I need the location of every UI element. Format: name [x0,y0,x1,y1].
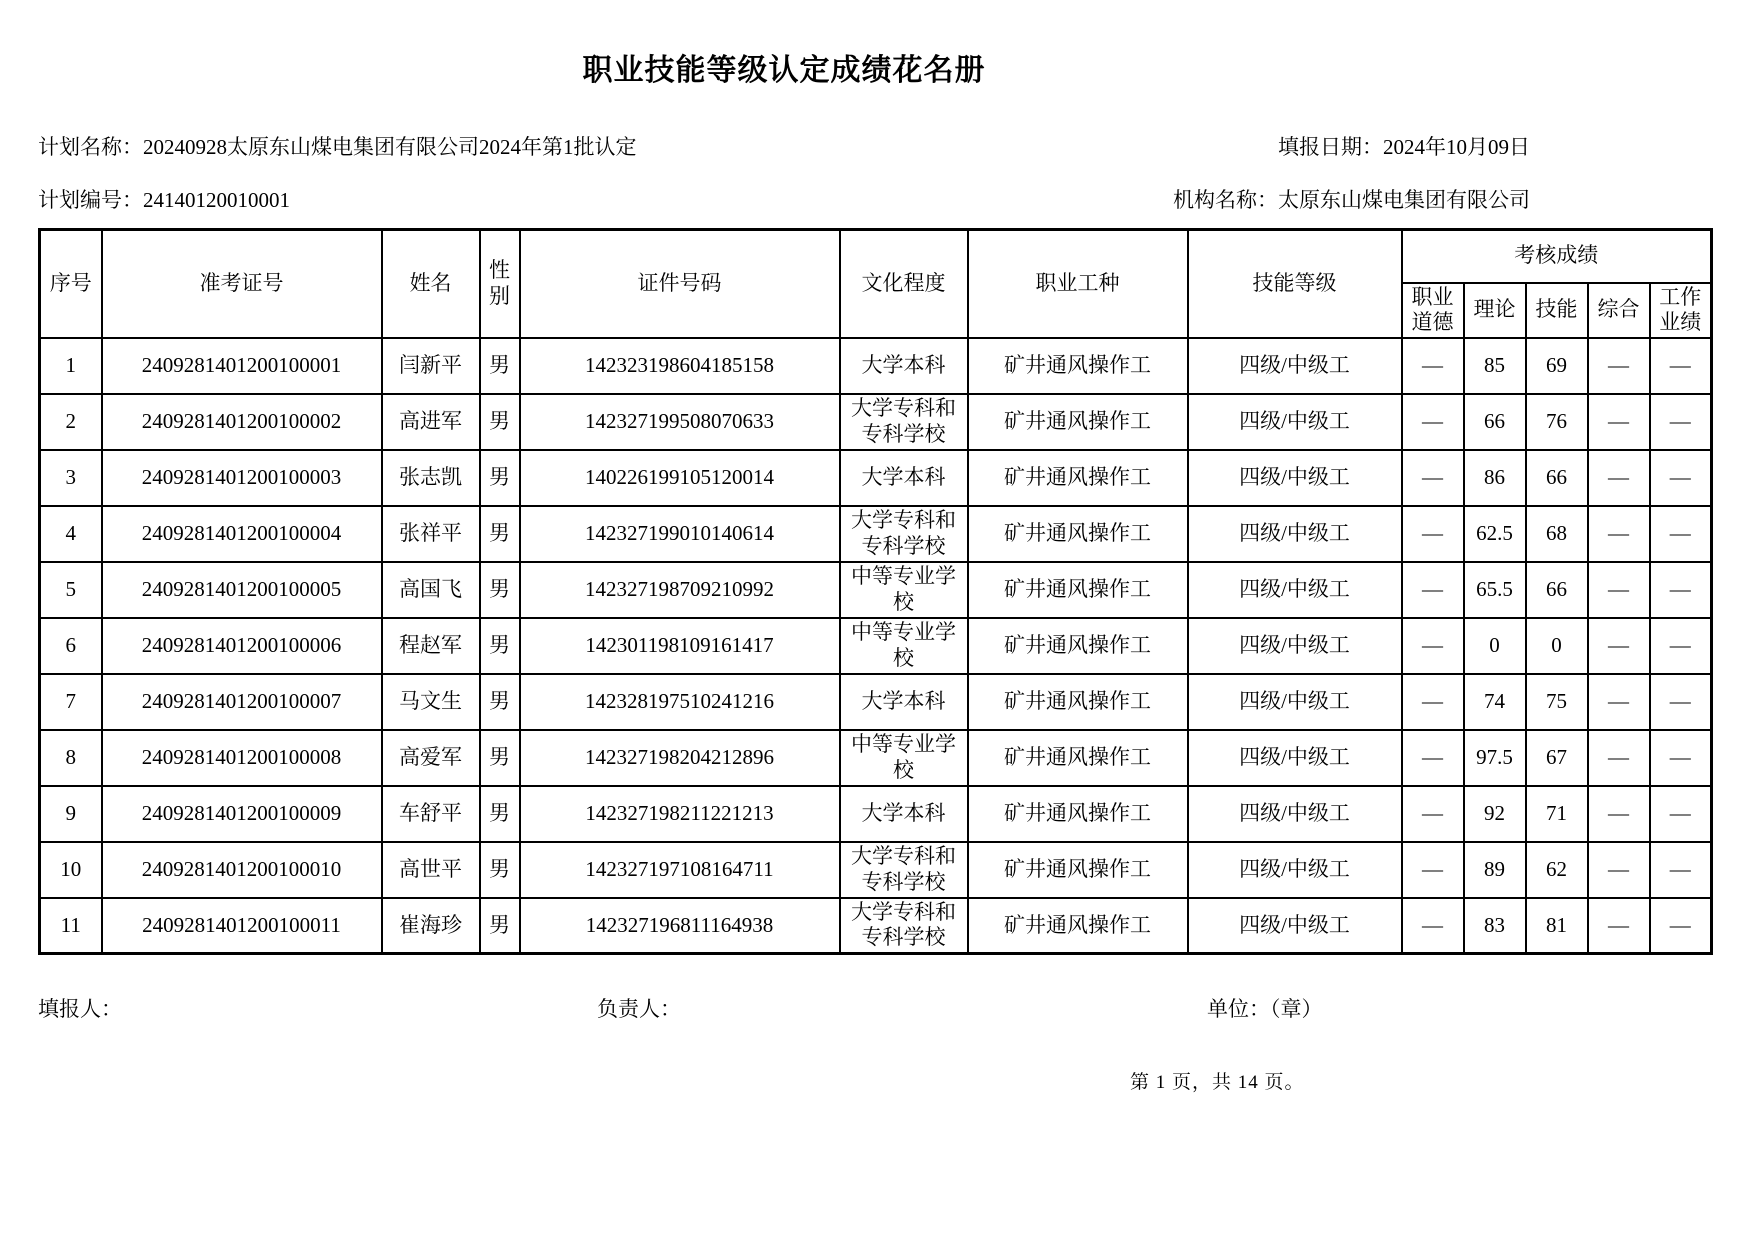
cell-gender: 男 [480,618,520,674]
cell-exam-no: 2409281401200100010 [102,842,382,898]
cell-exam-no: 2409281401200100011 [102,898,382,954]
cell-gender: 男 [480,786,520,842]
cell-score-skill: 76 [1526,394,1588,450]
cell-score-skill: 62 [1526,842,1588,898]
cell-id-no: 142301198109161417 [520,618,840,674]
table-row [40,618,1712,674]
cell-score-work: — [1650,786,1712,842]
cell-skill-level: 四级/中级工 [1188,898,1402,954]
cell-score-skill: 66 [1526,562,1588,618]
cell-occupation: 矿井通风操作工 [968,786,1188,842]
cell-occupation: 矿井通风操作工 [968,338,1188,394]
cell-score-theory: 92 [1464,786,1526,842]
cell-score-work: — [1650,450,1712,506]
cell-skill-level: 四级/中级工 [1188,450,1402,506]
cell-score-skill: 71 [1526,786,1588,842]
cell-education: 大学本科 [840,338,968,394]
cell-score-morality: — [1402,898,1464,954]
cell-seq: 2 [40,394,102,450]
cell-education: 中等专业学校 [840,618,968,674]
cell-education: 中等专业学校 [840,730,968,786]
cell-score-work: — [1650,674,1712,730]
cell-score-comprehensive: — [1588,394,1650,450]
roster-table-head [40,230,1712,338]
cell-score-skill: 66 [1526,450,1588,506]
cell-score-work: — [1650,842,1712,898]
cell-score-morality: — [1402,618,1464,674]
cell-education: 大学本科 [840,786,968,842]
roster-table [38,228,1713,955]
cell-occupation: 矿井通风操作工 [968,450,1188,506]
col-header-id-no: 证件号码 [520,230,840,338]
report-date-label: 填报日期： [1278,135,1383,159]
cell-education: 大学本科 [840,450,968,506]
org-name-field [1173,187,1530,214]
plan-name-field [38,134,637,161]
cell-score-skill: 75 [1526,674,1588,730]
report-date-field [1278,134,1530,161]
cell-exam-no: 2409281401200100009 [102,786,382,842]
cell-score-comprehensive: — [1588,786,1650,842]
cell-score-skill: 67 [1526,730,1588,786]
cell-id-no: 142328197510241216 [520,674,840,730]
cell-score-comprehensive: — [1588,674,1650,730]
cell-score-comprehensive: — [1588,898,1650,954]
cell-score-comprehensive: — [1588,730,1650,786]
col-header-score-skill: 技能 [1526,283,1588,338]
plan-code-value: 24140120010001 [143,188,290,212]
table-row [40,898,1712,954]
cell-score-theory: 66 [1464,394,1526,450]
col-header-education: 文化程度 [840,230,968,338]
cell-name: 高世平 [382,842,480,898]
cell-gender: 男 [480,842,520,898]
cell-name: 高国飞 [382,562,480,618]
plan-code-field [38,187,290,214]
manager-label: 负责人： [597,997,681,1022]
col-header-score-morality: 职业道德 [1402,283,1464,338]
cell-exam-no: 2409281401200100001 [102,338,382,394]
cell-score-morality: — [1402,506,1464,562]
cell-gender: 男 [480,898,520,954]
plan-name-value: 20240928太原东山煤电集团有限公司2024年第1批认定 [143,135,637,159]
col-header-occupation: 职业工种 [968,230,1188,338]
cell-gender: 男 [480,562,520,618]
cell-id-no: 142327198709210992 [520,562,840,618]
cell-score-skill: 0 [1526,618,1588,674]
cell-score-comprehensive: — [1588,562,1650,618]
cell-score-skill: 69 [1526,338,1588,394]
cell-score-work: — [1650,506,1712,562]
cell-score-theory: 86 [1464,450,1526,506]
cell-gender: 男 [480,450,520,506]
cell-skill-level: 四级/中级工 [1188,562,1402,618]
cell-score-morality: — [1402,730,1464,786]
cell-id-no: 142327199508070633 [520,394,840,450]
cell-id-no: 142327198204212896 [520,730,840,786]
cell-name: 闫新平 [382,338,480,394]
cell-id-no: 142323198604185158 [520,338,840,394]
cell-id-no: 140226199105120014 [520,450,840,506]
cell-score-theory: 74 [1464,674,1526,730]
header-row-main [40,230,1712,283]
cell-seq: 11 [40,898,102,954]
table-row [40,338,1712,394]
cell-score-theory: 83 [1464,898,1526,954]
page-title: 职业技能等级认定成绩花名册 [582,54,986,87]
cell-score-theory: 85 [1464,338,1526,394]
cell-education: 大学专科和专科学校 [840,842,968,898]
cell-name: 高进军 [382,394,480,450]
cell-score-comprehensive: — [1588,842,1650,898]
document-header [38,52,1530,214]
table-row [40,674,1712,730]
cell-skill-level: 四级/中级工 [1188,618,1402,674]
table-row [40,506,1712,562]
col-header-exam-no: 准考证号 [102,230,382,338]
cell-exam-no: 2409281401200100002 [102,394,382,450]
cell-education: 大学本科 [840,674,968,730]
col-header-score-comprehensive: 综合 [1588,283,1650,338]
cell-skill-level: 四级/中级工 [1188,842,1402,898]
cell-score-work: — [1650,898,1712,954]
plan-code-label: 计划编号： [38,188,143,212]
meta-row-1 [38,134,1530,161]
cell-seq: 3 [40,450,102,506]
cell-exam-no: 2409281401200100004 [102,506,382,562]
col-header-skill-level: 技能等级 [1188,230,1402,338]
cell-exam-no: 2409281401200100007 [102,674,382,730]
cell-score-morality: — [1402,394,1464,450]
cell-exam-no: 2409281401200100005 [102,562,382,618]
cell-score-theory: 62.5 [1464,506,1526,562]
org-name-value: 太原东山煤电集团有限公司 [1278,188,1530,212]
cell-name: 张志凯 [382,450,480,506]
cell-score-skill: 81 [1526,898,1588,954]
cell-education: 大学专科和专科学校 [840,394,968,450]
cell-id-no: 142327197108164711 [520,842,840,898]
cell-score-morality: — [1402,786,1464,842]
cell-seq: 9 [40,786,102,842]
cell-gender: 男 [480,338,520,394]
cell-name: 马文生 [382,674,480,730]
cell-score-work: — [1650,338,1712,394]
cell-score-morality: — [1402,842,1464,898]
cell-seq: 10 [40,842,102,898]
cell-score-morality: — [1402,562,1464,618]
cell-name: 张祥平 [382,506,480,562]
cell-score-skill: 68 [1526,506,1588,562]
cell-name: 崔海珍 [382,898,480,954]
cell-score-theory: 97.5 [1464,730,1526,786]
cell-score-work: — [1650,618,1712,674]
cell-score-morality: — [1402,338,1464,394]
report-date-value: 2024年10月09日 [1383,135,1530,159]
cell-seq: 8 [40,730,102,786]
table-row [40,450,1712,506]
table-row [40,786,1712,842]
roster-table-body [40,338,1712,954]
cell-occupation: 矿井通风操作工 [968,898,1188,954]
cell-occupation: 矿井通风操作工 [968,674,1188,730]
col-header-name: 姓名 [382,230,480,338]
plan-name-label: 计划名称： [38,135,143,159]
cell-education: 大学专科和专科学校 [840,898,968,954]
cell-exam-no: 2409281401200100006 [102,618,382,674]
cell-score-morality: — [1402,674,1464,730]
cell-exam-no: 2409281401200100003 [102,450,382,506]
cell-exam-no: 2409281401200100008 [102,730,382,786]
cell-occupation: 矿井通风操作工 [968,506,1188,562]
cell-seq: 7 [40,674,102,730]
cell-name: 程赵军 [382,618,480,674]
cell-occupation: 矿井通风操作工 [968,562,1188,618]
cell-id-no: 142327199010140614 [520,506,840,562]
cell-score-comprehensive: — [1588,618,1650,674]
signature-row [38,993,1530,1021]
table-row [40,562,1712,618]
filler-label: 填报人： [38,997,122,1022]
cell-gender: 男 [480,730,520,786]
cell-score-theory: 0 [1464,618,1526,674]
cell-score-work: — [1650,730,1712,786]
cell-seq: 1 [40,338,102,394]
cell-seq: 4 [40,506,102,562]
cell-id-no: 142327196811164938 [520,898,840,954]
col-header-score-theory: 理论 [1464,283,1526,338]
cell-gender: 男 [480,506,520,562]
col-header-score-group: 考核成绩 [1402,230,1712,283]
col-header-gender: 性别 [480,230,520,338]
cell-score-comprehensive: — [1588,338,1650,394]
cell-score-theory: 89 [1464,842,1526,898]
org-name-label: 机构名称： [1173,188,1278,212]
cell-occupation: 矿井通风操作工 [968,394,1188,450]
cell-gender: 男 [480,674,520,730]
col-header-score-work: 工作业绩 [1650,283,1712,338]
cell-seq: 6 [40,618,102,674]
cell-education: 大学专科和专科学校 [840,506,968,562]
cell-name: 高爱军 [382,730,480,786]
meta-row-2 [38,187,1530,214]
cell-skill-level: 四级/中级工 [1188,506,1402,562]
cell-skill-level: 四级/中级工 [1188,730,1402,786]
cell-score-work: — [1650,394,1712,450]
cell-skill-level: 四级/中级工 [1188,786,1402,842]
cell-name: 车舒平 [382,786,480,842]
page-indicator: 第 1 页，共 14 页。 [1130,1072,1305,1094]
cell-score-morality: — [1402,450,1464,506]
cell-skill-level: 四级/中级工 [1188,394,1402,450]
cell-occupation: 矿井通风操作工 [968,842,1188,898]
cell-score-theory: 65.5 [1464,562,1526,618]
cell-gender: 男 [480,394,520,450]
cell-score-comprehensive: — [1588,506,1650,562]
col-header-seq: 序号 [40,230,102,338]
unit-seal-label: 单位：（章） [1207,997,1323,1022]
table-row [40,730,1712,786]
cell-skill-level: 四级/中级工 [1188,338,1402,394]
cell-score-comprehensive: — [1588,450,1650,506]
table-row [40,842,1712,898]
cell-score-work: — [1650,562,1712,618]
cell-occupation: 矿井通风操作工 [968,618,1188,674]
cell-skill-level: 四级/中级工 [1188,674,1402,730]
table-row [40,394,1712,450]
cell-education: 中等专业学校 [840,562,968,618]
cell-seq: 5 [40,562,102,618]
cell-id-no: 142327198211221213 [520,786,840,842]
cell-occupation: 矿井通风操作工 [968,730,1188,786]
